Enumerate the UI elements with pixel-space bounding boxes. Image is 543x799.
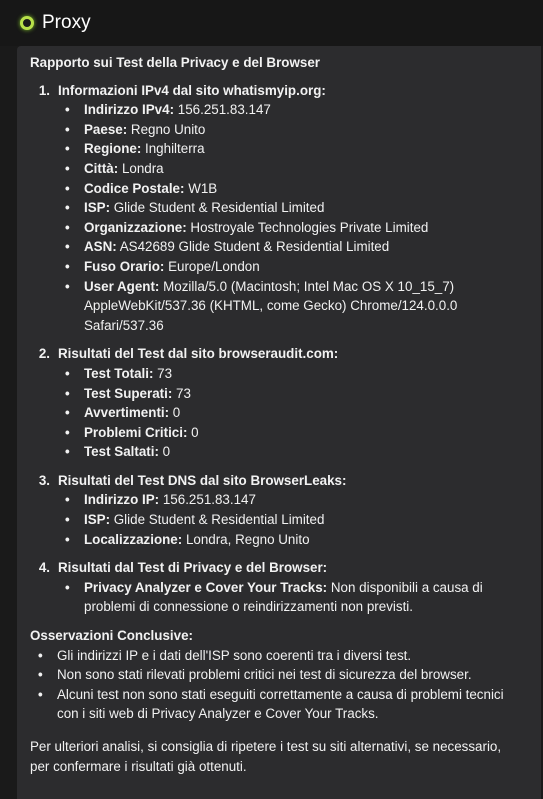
- list-item: [65, 159, 541, 179]
- report-panel: [17, 46, 541, 799]
- item-value: 156.251.83.147: [159, 492, 256, 508]
- section-heading: [30, 471, 541, 491]
- item-text: [84, 364, 494, 384]
- report-section: [30, 344, 541, 462]
- item-value: W1B: [184, 180, 218, 196]
- list-item: [65, 257, 541, 277]
- list-item: [65, 237, 541, 257]
- bullet-icon: •: [65, 180, 70, 196]
- item-value: 0: [169, 405, 181, 421]
- item-value: Inghilterra: [141, 141, 205, 157]
- section-heading: [30, 558, 541, 578]
- list-item: [65, 100, 541, 120]
- conclusions-list: [30, 646, 541, 724]
- item-value: 0: [187, 424, 199, 440]
- item-value: Hostroyale Technologies Private Limited: [186, 219, 429, 235]
- bullet-icon: •: [38, 686, 43, 702]
- list-item: [65, 490, 541, 510]
- bullet-icon: •: [65, 405, 70, 421]
- item-text: [84, 218, 494, 238]
- bullet-icon: •: [65, 492, 70, 508]
- bullet-icon: •: [65, 385, 70, 401]
- item-text: [84, 159, 494, 179]
- bullet-icon: •: [65, 258, 70, 274]
- report-sections: [30, 81, 541, 617]
- item-value: Regno Unito: [127, 121, 206, 137]
- item-text: [84, 578, 494, 617]
- section-title: Informazioni IPv4 dal sito whatismyip.org:: [58, 82, 326, 98]
- app-header: [0, 0, 543, 46]
- list-item: [65, 530, 541, 550]
- list-item: [65, 423, 541, 443]
- item-value: Europe/London: [164, 258, 260, 274]
- item-text: [84, 100, 494, 120]
- item-text: [84, 237, 494, 257]
- report-title: Rapporto sui Test della Privacy e del Browser: [30, 55, 320, 70]
- item-text: [84, 530, 494, 550]
- item-label: Codice Postale:: [84, 180, 185, 196]
- list-item: [65, 277, 541, 336]
- item-label: Paese:: [84, 121, 128, 137]
- item-text: [84, 198, 494, 218]
- bullet-icon: •: [65, 444, 70, 460]
- bullet-icon: •: [65, 278, 70, 294]
- bullet-icon: •: [65, 200, 70, 216]
- item-label: Organizzazione:: [84, 219, 187, 235]
- bullet-icon: •: [65, 160, 70, 176]
- conclusion-text: Alcuni test non sono stati eseguiti correttamente a causa di problemi tecnici con i siti web di Privacy Analyzer e Cover Your Tracks.: [57, 686, 504, 722]
- bullet-icon: •: [65, 365, 70, 381]
- list-item: [65, 442, 541, 462]
- section-items: [30, 578, 541, 617]
- list-item: [65, 120, 541, 140]
- item-label: Avvertimenti:: [84, 405, 170, 421]
- report-section: [30, 81, 541, 336]
- list-item: [65, 510, 541, 530]
- list-item: [65, 578, 541, 617]
- section-title: Risultati del Test DNS dal sito BrowserLeaks:: [58, 472, 347, 488]
- item-text: [84, 442, 494, 462]
- item-text: [84, 257, 494, 277]
- list-item: [65, 139, 541, 159]
- item-text: [84, 490, 494, 510]
- bullet-icon: •: [65, 141, 70, 157]
- item-text: [84, 403, 494, 423]
- item-label: Indirizzo IPv4:: [84, 102, 175, 118]
- report-section: [30, 471, 541, 549]
- item-label: Fuso Orario:: [84, 258, 165, 274]
- section-heading: [30, 344, 541, 364]
- item-value: 0: [158, 444, 171, 460]
- section-title: Risultati del Test dal sito browseraudit.com:: [58, 346, 339, 362]
- bullet-icon: •: [65, 219, 70, 235]
- item-value: AS42689 Glide Student & Residential Limited: [116, 239, 390, 255]
- list-item: [65, 179, 541, 199]
- item-text: [84, 384, 494, 404]
- item-value: Mozilla/5.0 (Macintosh; Intel Mac OS X 10_15_7) AppleWebKit/537.36 (KHTML, come Gecko) Chrome/124.0.0.0 Safari/537.36: [84, 278, 462, 333]
- item-label: ASN:: [84, 239, 117, 255]
- item-text: [84, 510, 494, 530]
- conclusion-item: [38, 646, 541, 666]
- section-items: [30, 490, 541, 549]
- bullet-icon: •: [65, 531, 70, 547]
- item-text: [84, 277, 494, 336]
- bullet-icon: •: [65, 121, 70, 137]
- item-label: ISP:: [84, 200, 111, 216]
- section-items: [30, 364, 541, 462]
- item-value: 156.251.83.147: [174, 102, 271, 118]
- item-label: Città:: [84, 160, 119, 176]
- report-section: [30, 558, 541, 617]
- list-item: [65, 403, 541, 423]
- section-heading: [30, 81, 541, 101]
- item-value: Londra: [118, 160, 164, 176]
- conclusion-item: [38, 665, 541, 685]
- bullet-icon: •: [65, 239, 70, 255]
- list-item: [65, 198, 541, 218]
- item-label: Test Saltati:: [84, 444, 159, 460]
- conclusions-title: Osservazioni Conclusive:: [30, 628, 193, 644]
- bullet-icon: •: [65, 579, 70, 595]
- item-value: Non disponibili a causa di problemi di connessione o reindirizzamenti non previsti.: [84, 579, 487, 615]
- item-label: Regione:: [84, 141, 142, 157]
- item-value: Londra, Regno Unito: [182, 531, 310, 547]
- list-item: [65, 384, 541, 404]
- item-text: [84, 179, 494, 199]
- proxy-logo-icon: [20, 16, 34, 30]
- item-value: Glide Student & Residential Limited: [110, 512, 325, 528]
- item-label: ISP:: [84, 512, 111, 528]
- conclusion-text: Non sono stati rilevati problemi critici nei test di sicurezza del browser.: [57, 667, 472, 683]
- section-number: 3.: [38, 472, 50, 488]
- list-item: [65, 218, 541, 238]
- item-label: Indirizzo IP:: [84, 492, 160, 508]
- item-text: [84, 423, 494, 443]
- item-text: [84, 120, 494, 140]
- bullet-icon: •: [65, 512, 70, 528]
- section-number: 4.: [38, 560, 50, 576]
- item-label: Test Totali:: [84, 365, 154, 381]
- bullet-icon: •: [65, 424, 70, 440]
- item-label: Problemi Critici:: [84, 424, 188, 440]
- bullet-icon: •: [38, 667, 43, 683]
- item-value: Glide Student & Residential Limited: [110, 200, 325, 216]
- item-label: Localizzazione:: [84, 531, 183, 547]
- section-items: [30, 100, 541, 335]
- item-text: [84, 139, 494, 159]
- item-value: 73: [172, 385, 191, 401]
- item-label: Privacy Analyzer e Cover Your Tracks:: [84, 579, 328, 595]
- section-number: 1.: [38, 82, 50, 98]
- conclusion-item: [38, 685, 541, 724]
- app-title: Proxy: [42, 12, 91, 33]
- bullet-icon: •: [38, 647, 43, 663]
- bullet-icon: •: [65, 102, 70, 118]
- item-value: 73: [153, 365, 173, 381]
- conclusion-text: Gli indirizzi IP e i dati dell'ISP sono coerenti tra i diversi test.: [57, 647, 412, 663]
- item-label: Test Superati:: [84, 385, 173, 401]
- section-number: 2.: [38, 346, 50, 362]
- item-label: User Agent:: [84, 278, 160, 294]
- section-title: Risultati dal Test di Privacy e del Browser:: [58, 560, 328, 576]
- list-item: [65, 364, 541, 384]
- final-note: Per ulteriori analisi, si consiglia di ripetere i test su siti alternativi, se necessario, per confermare i risultati già ottenuti.: [30, 739, 502, 774]
